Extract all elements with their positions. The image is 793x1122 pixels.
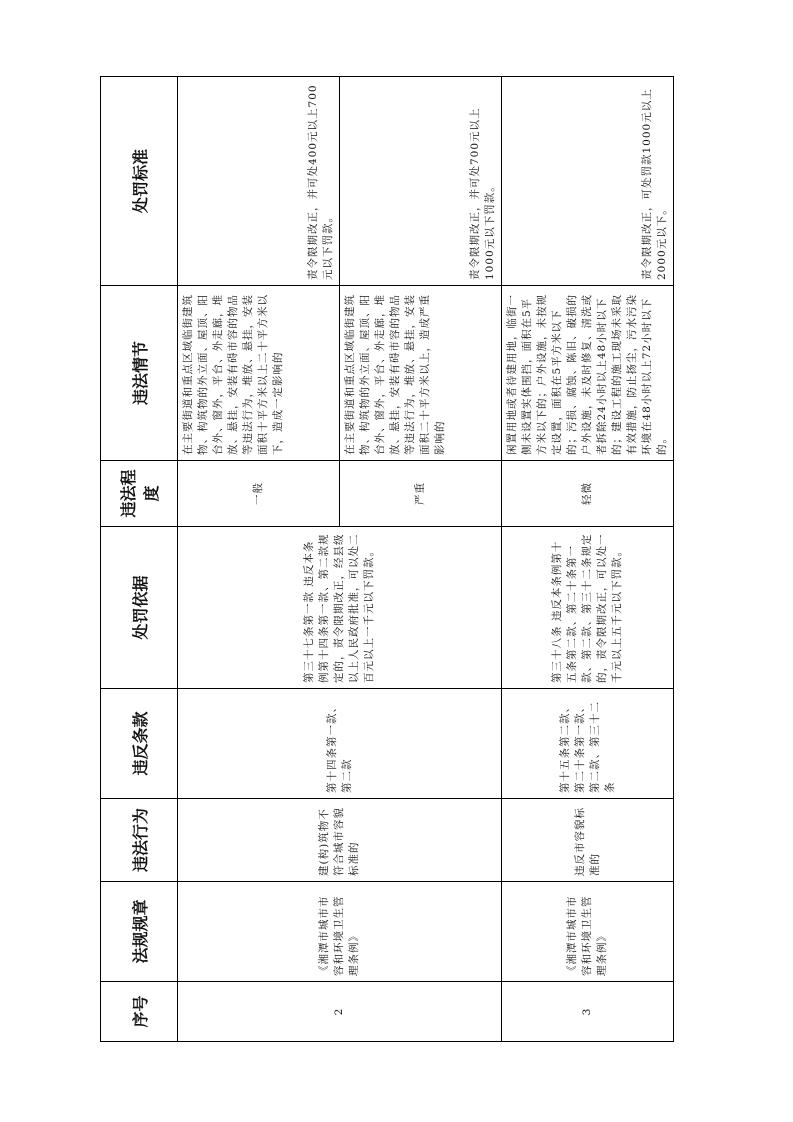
header-basis: 处罚依据 [101, 527, 178, 689]
header-row [101, 77, 178, 1042]
seq-cell: 2 [178, 982, 502, 1042]
table-row [502, 77, 674, 1042]
header-seq: 序号 [101, 982, 178, 1042]
standard-cell: 责令限期改正，并可处700元以上1000元以下罚款。 [340, 77, 502, 286]
basis-cell: 第三十七条第一款 违反本条例第十四条第一款、第二款规定的，责令限期改正，经县级以上人民政府批准，可以处二百元以上一千元以下罚款。 [178, 527, 502, 689]
behavior-cell: 建(构)筑物不符合城市容貌标准的 [178, 799, 502, 882]
regulation-cell: 《湘潭市城市市容和环境卫生管理条例》 [502, 882, 674, 982]
degree-cell: 一般 [178, 461, 340, 527]
regulation-cell: 《湘潭市城市市容和环境卫生管理条例》 [178, 882, 502, 982]
header-degree: 违法程度 [101, 461, 178, 527]
table-row [178, 77, 340, 1042]
circumstance-cell: 闲置用地或者待建用地，临街一侧未设置实体围挡，面积在5平方米以下的；户外设施，未按规定设置，面积在5平方米以下的；污损、腐蚀、陈旧、破损的户外设施，未及时修复、清洗或者拆除24小时以上48小时以下的；建设工程的施工现场未采取有效措施，防止扬尘，污水污染环境在48小时以上72小时以下的。 [502, 286, 674, 461]
rotated-table-sheet [100, 77, 668, 1042]
basis-cell: 第三十八条 违反本条例第十五条第二款、第二十条第一款、第二款、第三十二条规定的，责令限期改正，可以处一千元以上五千元以下罚款。 [502, 527, 674, 689]
header-standard: 处罚标准 [101, 77, 178, 286]
behavior-cell: 违反市容貌标准的 [502, 799, 674, 882]
degree-cell: 严重 [340, 461, 502, 527]
header-behavior: 违法行为 [101, 799, 178, 882]
seq-cell: 3 [502, 982, 674, 1042]
standard-cell: 责令限期改正，可处罚款1000元以上2000元以下。 [502, 77, 674, 286]
header-regulation: 法规规章 [101, 882, 178, 982]
header-circumstance: 违法情节 [101, 286, 178, 461]
penalty-standard-table [100, 76, 674, 1042]
clause-cell: 第十五条第二款、第二十条第一款、第二款、第三十二条 [502, 689, 674, 799]
table-frame [100, 77, 668, 1042]
clause-cell: 第十四条第一款、第二款 [178, 689, 502, 799]
circumstance-cell: 在主要街道和重点区域临街建筑物、构筑物的外立面、屋顶、阳台外、窗外，平台、外走廊，堆放、悬挂，安装有碍市容的物品等违法行为，堆放、悬挂，安装面积十平方米以上二十平方米以下，造成一定影响的 [178, 286, 340, 461]
degree-cell: 轻微 [502, 461, 674, 527]
circumstance-cell: 在主要街道和重点区域临街建筑物、构筑物的外立面、屋顶、阳台外、窗外，平台、外走廊，堆放、悬挂，安装有碍市容的物品等违法行为，堆放、悬挂，安装面积二十平方米以上，造成严重影响的 [340, 286, 502, 461]
header-clause: 违反条款 [101, 689, 178, 799]
standard-cell: 责令限期改正，并可处400元以上700元以下罚款。 [178, 77, 340, 286]
